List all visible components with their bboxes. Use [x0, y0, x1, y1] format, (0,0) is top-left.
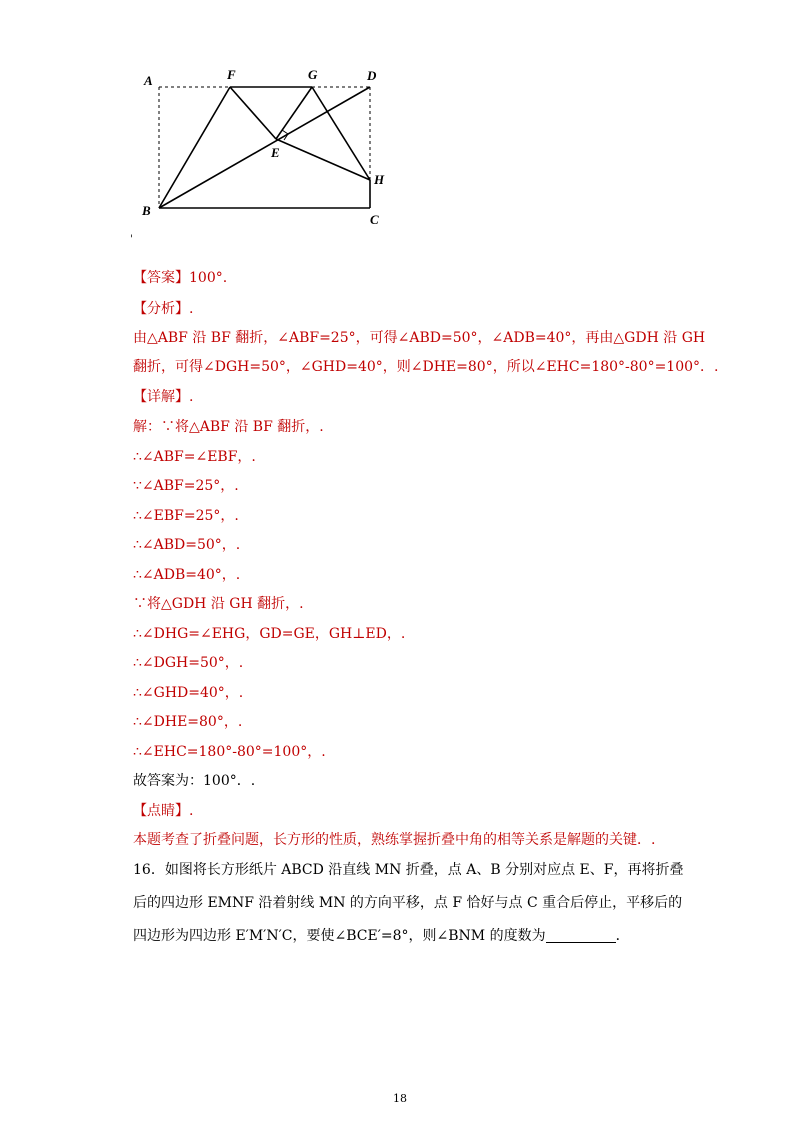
detail-step: ∵∠ABF=25°，.	[133, 478, 239, 494]
detail-tag: 【详解】	[133, 389, 189, 405]
label-F: F	[227, 67, 236, 82]
page-number: 18	[393, 1092, 407, 1105]
label-B: B	[142, 203, 151, 218]
problem16-line-1: 16．如图将长方形纸片 ABCD 沿直线 MN 折叠，点 A、B 分别对应点 E、F，再将折叠	[133, 862, 684, 878]
segment-EH	[276, 139, 370, 180]
geometry-figure	[130, 60, 400, 230]
comment-heading: 【点睛】.	[133, 803, 194, 819]
label-A: A	[144, 73, 153, 88]
answer-tag: 【答案】	[133, 270, 189, 286]
detail-step: ∴∠ABD=50°，.	[133, 537, 241, 553]
detail-step: 解：∵将△ABF 沿 BF 翻折，.	[133, 419, 324, 435]
detail-step: ∴∠DGH=50°，.	[133, 655, 244, 671]
answer-blank	[546, 928, 616, 943]
segment-FE	[230, 87, 276, 139]
label-C: C	[370, 212, 379, 227]
detail-step: ∴∠ADB=40°，.	[133, 567, 241, 583]
detail-step: ∴∠DHG=∠EHG，GD=GE，GH⊥ED，.	[133, 626, 406, 642]
segment-BD	[159, 87, 370, 208]
analysis-line-1: 由△ABF 沿 BF 翻折，∠ABF=25°，可得∠ABD=50°，∠ADB=40°，再由△GDH 沿 GH	[133, 330, 706, 346]
figure-tick: '	[130, 234, 133, 245]
analysis-heading: 【分析】.	[133, 301, 194, 317]
comment-tag: 【点睛】	[133, 803, 189, 819]
segment-GH	[312, 87, 370, 180]
detail-conclusion: 故答案为：100°．.	[133, 773, 256, 789]
label-G: G	[308, 67, 318, 82]
label-E: E	[271, 145, 280, 160]
label-H: H	[374, 172, 385, 187]
analysis-tag: 【分析】	[133, 301, 189, 317]
detail-step: ∴∠EHC=180°-80°=100°，.	[133, 744, 326, 760]
analysis-line-2: 翻折，可得∠DGH=50°，∠GHD=40°，则∠DHE=80°，所以∠EHC=180°-80°=100°．.	[133, 359, 719, 375]
problem16-question: 四边形为四边形 E′M′N′C，要使∠BCE′=8°，则∠BNM 的度数为	[133, 928, 546, 944]
segment-BF	[159, 87, 230, 208]
detail-step: ∴∠ABF=∠EBF，.	[133, 449, 256, 465]
comment-text: 本题考查了折叠问题，长方形的性质，熟练掌握折叠中角的相等关系是解题的关键．.	[133, 832, 656, 848]
detail-step: ∴∠GHD=40°，.	[133, 685, 244, 701]
detail-step: ∵将△GDH 沿 GH 翻折，.	[133, 596, 304, 612]
detail-step: ∴∠EBF=25°，.	[133, 508, 239, 524]
answer-line	[133, 268, 227, 288]
problem16-line-3: 四边形为四边形 E′M′N′C，要使∠BCE′=8°，则∠BNM 的度数为 ．	[133, 928, 630, 944]
detail-heading: 【详解】.	[133, 389, 194, 405]
label-D: D	[367, 68, 377, 83]
answer-text: 100°.	[189, 270, 228, 286]
problem16-line-2: 后的四边形 EMNF 沿着射线 MN 的方向平移，点 F 恰好与点 C 重合后停止，平移后的	[133, 895, 683, 911]
detail-step: ∴∠DHE=80°，.	[133, 714, 243, 730]
